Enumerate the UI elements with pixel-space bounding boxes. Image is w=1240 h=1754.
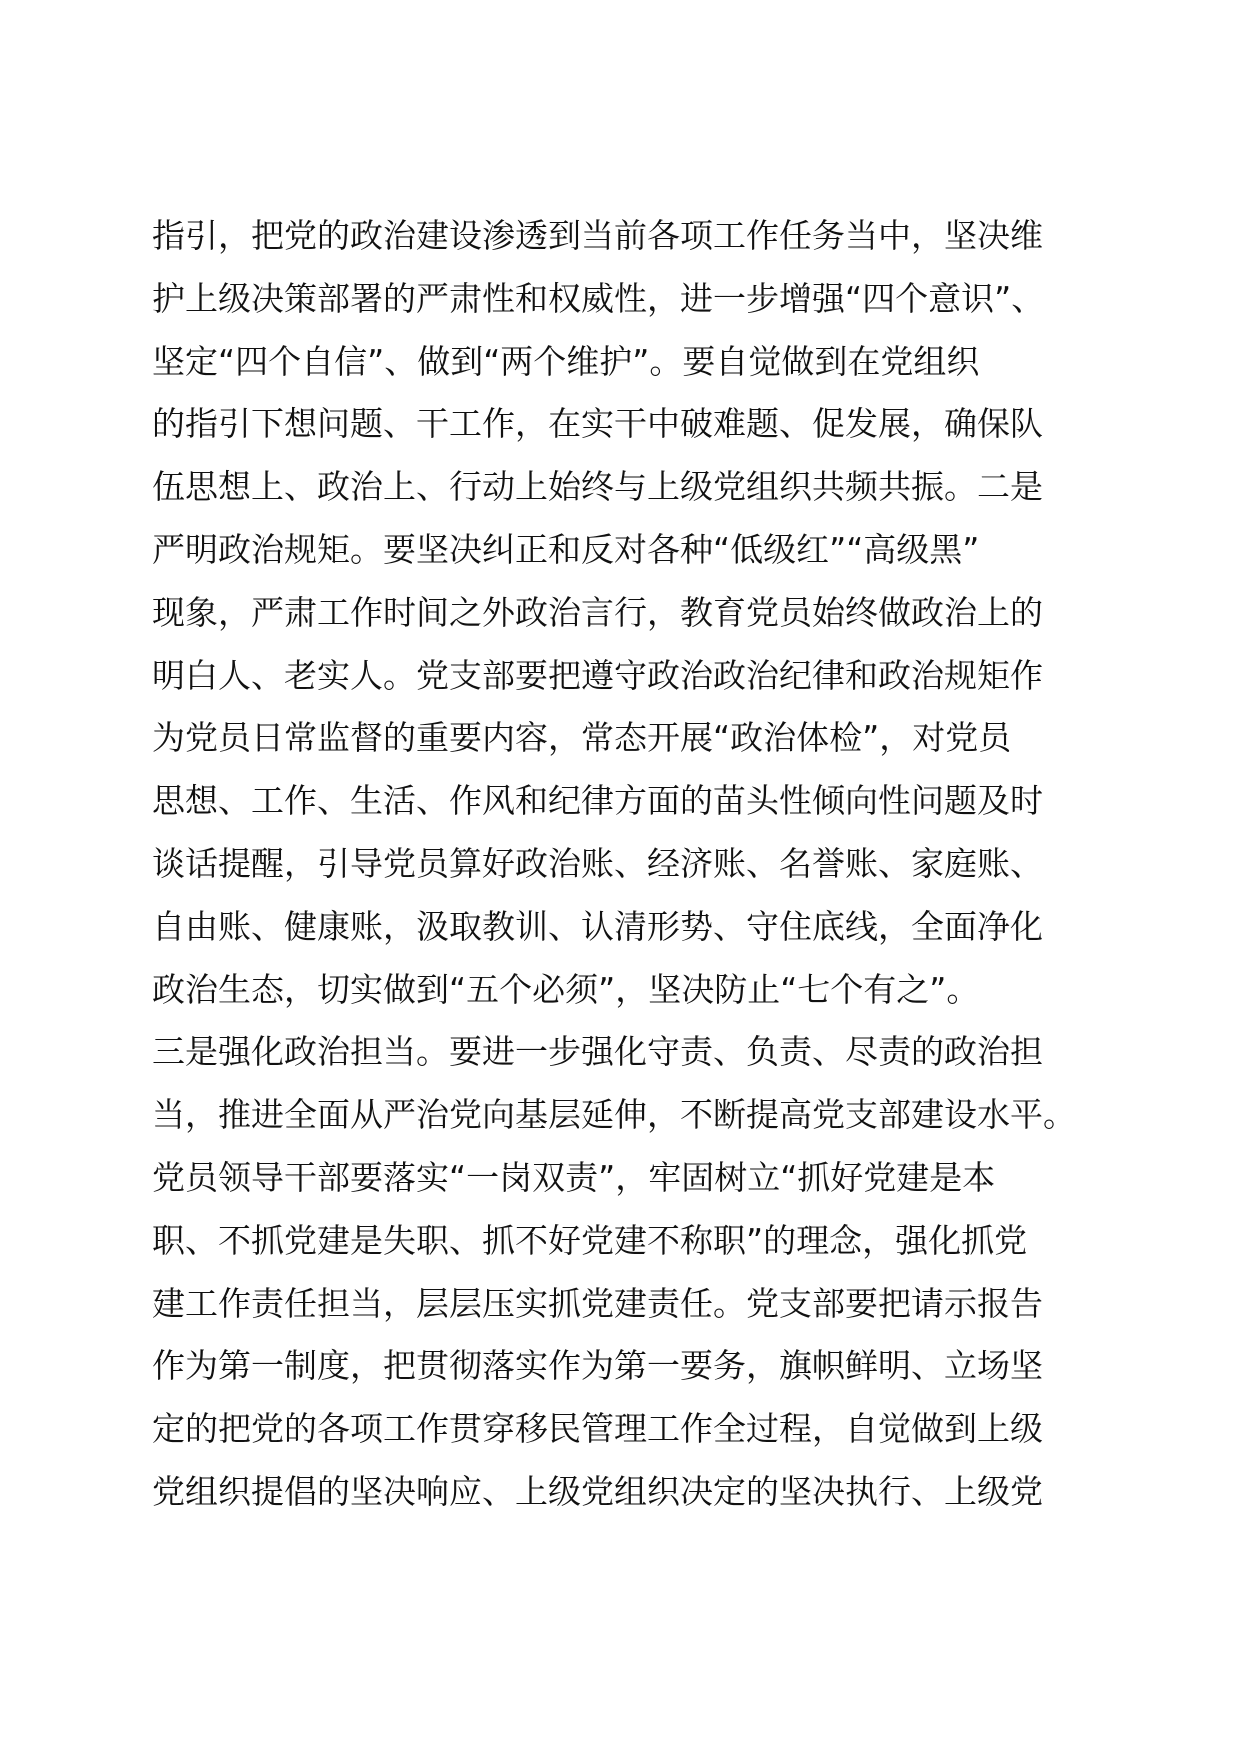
text-line: 建工作责任担当，层层压实抓党建责任。党支部要把请示报告 <box>152 1283 1043 1323</box>
text-line: 伍思想上、政治上、行动上始终与上级党组织共频共振。二是 <box>152 467 1043 507</box>
text-line: 作为第一制度，把贯彻落实作为第一要务，旗帜鲜明、立场坚 <box>152 1346 1043 1386</box>
text-line: 思想、工作、生活、作风和纪律方面的苗头性倾向性问题及时 <box>152 781 1043 821</box>
text-line: 政治生态，切实做到“五个必须”，坚决防止“七个有之”。 <box>152 969 980 1009</box>
text-line: 现象，严肃工作时间之外政治言行，教育党员始终做政治上的 <box>152 592 1043 632</box>
text-line: 严明政治规矩。要坚决纠正和反对各种“低级红”“高级黑” <box>152 529 980 569</box>
body-text <box>152 205 1112 1524</box>
text-line: 谈话提醒，引导党员算好政治账、经济账、名誉账、家庭账、 <box>152 843 1043 883</box>
text-line: 自由账、健康账，汲取教训、认清形势、守住底线，全面净化 <box>152 906 1043 946</box>
text-line: 指引，把党的政治建设渗透到当前各项工作任务当中，坚决维 <box>152 216 1043 255</box>
text-line: 护上级决策部署的严肃性和权威性，进一步增强“四个意识”、 <box>152 278 1045 318</box>
text-line: 党员领导干部要落实“一岗双责”，牢固树立“抓好党建是本 <box>152 1157 996 1197</box>
text-line: 三是强化政治担当。要进一步强化守责、负责、尽责的政治担 <box>152 1032 1043 1072</box>
text-line: 的指引下想问题、干工作，在实干中破难题、促发展，确保队 <box>152 404 1043 444</box>
text-line: 职、不抓党建是失职、抓不好党建不称职”的理念，强化抓党 <box>152 1220 1028 1260</box>
text-line: 为党员日常监督的重要内容，常态开展“政治体检”，对党员 <box>152 718 1012 758</box>
text-line: 坚定“四个自信”、做到“两个维护”。要自觉做到在党组织 <box>152 341 980 381</box>
text-line: 当，推进全面从严治党向基层延伸，不断提高党支部建设水平。 <box>152 1095 1076 1135</box>
text-line: 明白人、老实人。党支部要把遵守政治政治纪律和政治规矩作 <box>152 655 1043 695</box>
text-line: 定的把党的各项工作贯穿移民管理工作全过程，自觉做到上级 <box>152 1409 1043 1449</box>
text-line: 党组织提倡的坚决响应、上级党组织决定的坚决执行、上级党 <box>152 1471 1043 1511</box>
